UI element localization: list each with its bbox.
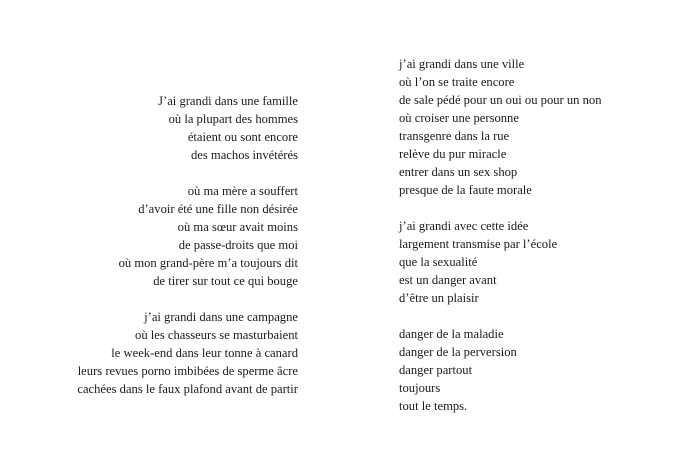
poem-line: entrer dans un sex shop xyxy=(399,165,518,179)
poem-line: où ma mère a souffert xyxy=(187,184,298,198)
poem-line: d’avoir été une fille non désirée xyxy=(138,202,298,216)
poem-line: relève du pur miracle xyxy=(399,147,507,161)
poem-line: toujours xyxy=(399,381,441,395)
stanza-left-1 xyxy=(58,92,298,164)
poem-line: presque de la faute morale xyxy=(399,183,532,197)
poem-line: où mon grand-père m’a toujours dit xyxy=(118,256,298,270)
poem-line: danger partout xyxy=(399,363,473,377)
poem-line: de sale pédé pour un oui ou pour un non xyxy=(399,93,602,107)
poem-line: de passe-droits que moi xyxy=(178,238,298,252)
poem-line: j’ai grandi avec cette idée xyxy=(399,219,529,233)
poem-line: des machos invétérés xyxy=(190,148,298,162)
poem-line: j’ai grandi dans une ville xyxy=(399,57,525,71)
left-column xyxy=(58,92,298,398)
poem-line: largement transmise par l’école xyxy=(399,237,558,251)
poem-line: où croiser une personne xyxy=(399,111,519,125)
stanza-left-2 xyxy=(58,182,298,290)
poem-line: j’ai grandi dans une campagne xyxy=(144,310,298,324)
stanza-right-1 xyxy=(399,55,659,199)
poem-line: J’ai grandi dans une famille xyxy=(158,94,298,108)
poem-line: est un danger avant xyxy=(399,273,497,287)
poem-line: leurs revues porno imbibées de sperme âcre xyxy=(77,364,298,378)
poem-line: transgenre dans la rue xyxy=(399,129,510,143)
stanza-left-3 xyxy=(58,308,298,398)
poem-line: où ma sœur avait moins xyxy=(177,220,298,234)
poem-line: où les chasseurs se masturbaient xyxy=(135,328,298,342)
poem-line: danger de la maladie xyxy=(399,327,504,341)
poem-line: d’être un plaisir xyxy=(399,291,479,305)
poem-line: étaient ou sont encore xyxy=(187,130,298,144)
poem-line: danger de la perversion xyxy=(399,345,517,359)
right-column xyxy=(399,55,659,415)
stanza-right-2 xyxy=(399,217,659,307)
poem-line: de tirer sur tout ce qui bouge xyxy=(153,274,298,288)
stanza-right-3 xyxy=(399,325,659,415)
poem-line: où l’on se traite encore xyxy=(399,75,515,89)
poem-line: tout le temps. xyxy=(399,399,468,413)
poem-line: cachées dans le faux plafond avant de partir xyxy=(77,382,298,396)
poem-line: que la sexualité xyxy=(399,255,478,269)
poem-line: où la plupart des hommes xyxy=(168,112,298,126)
poem-line: le week-end dans leur tonne à canard xyxy=(111,346,298,360)
